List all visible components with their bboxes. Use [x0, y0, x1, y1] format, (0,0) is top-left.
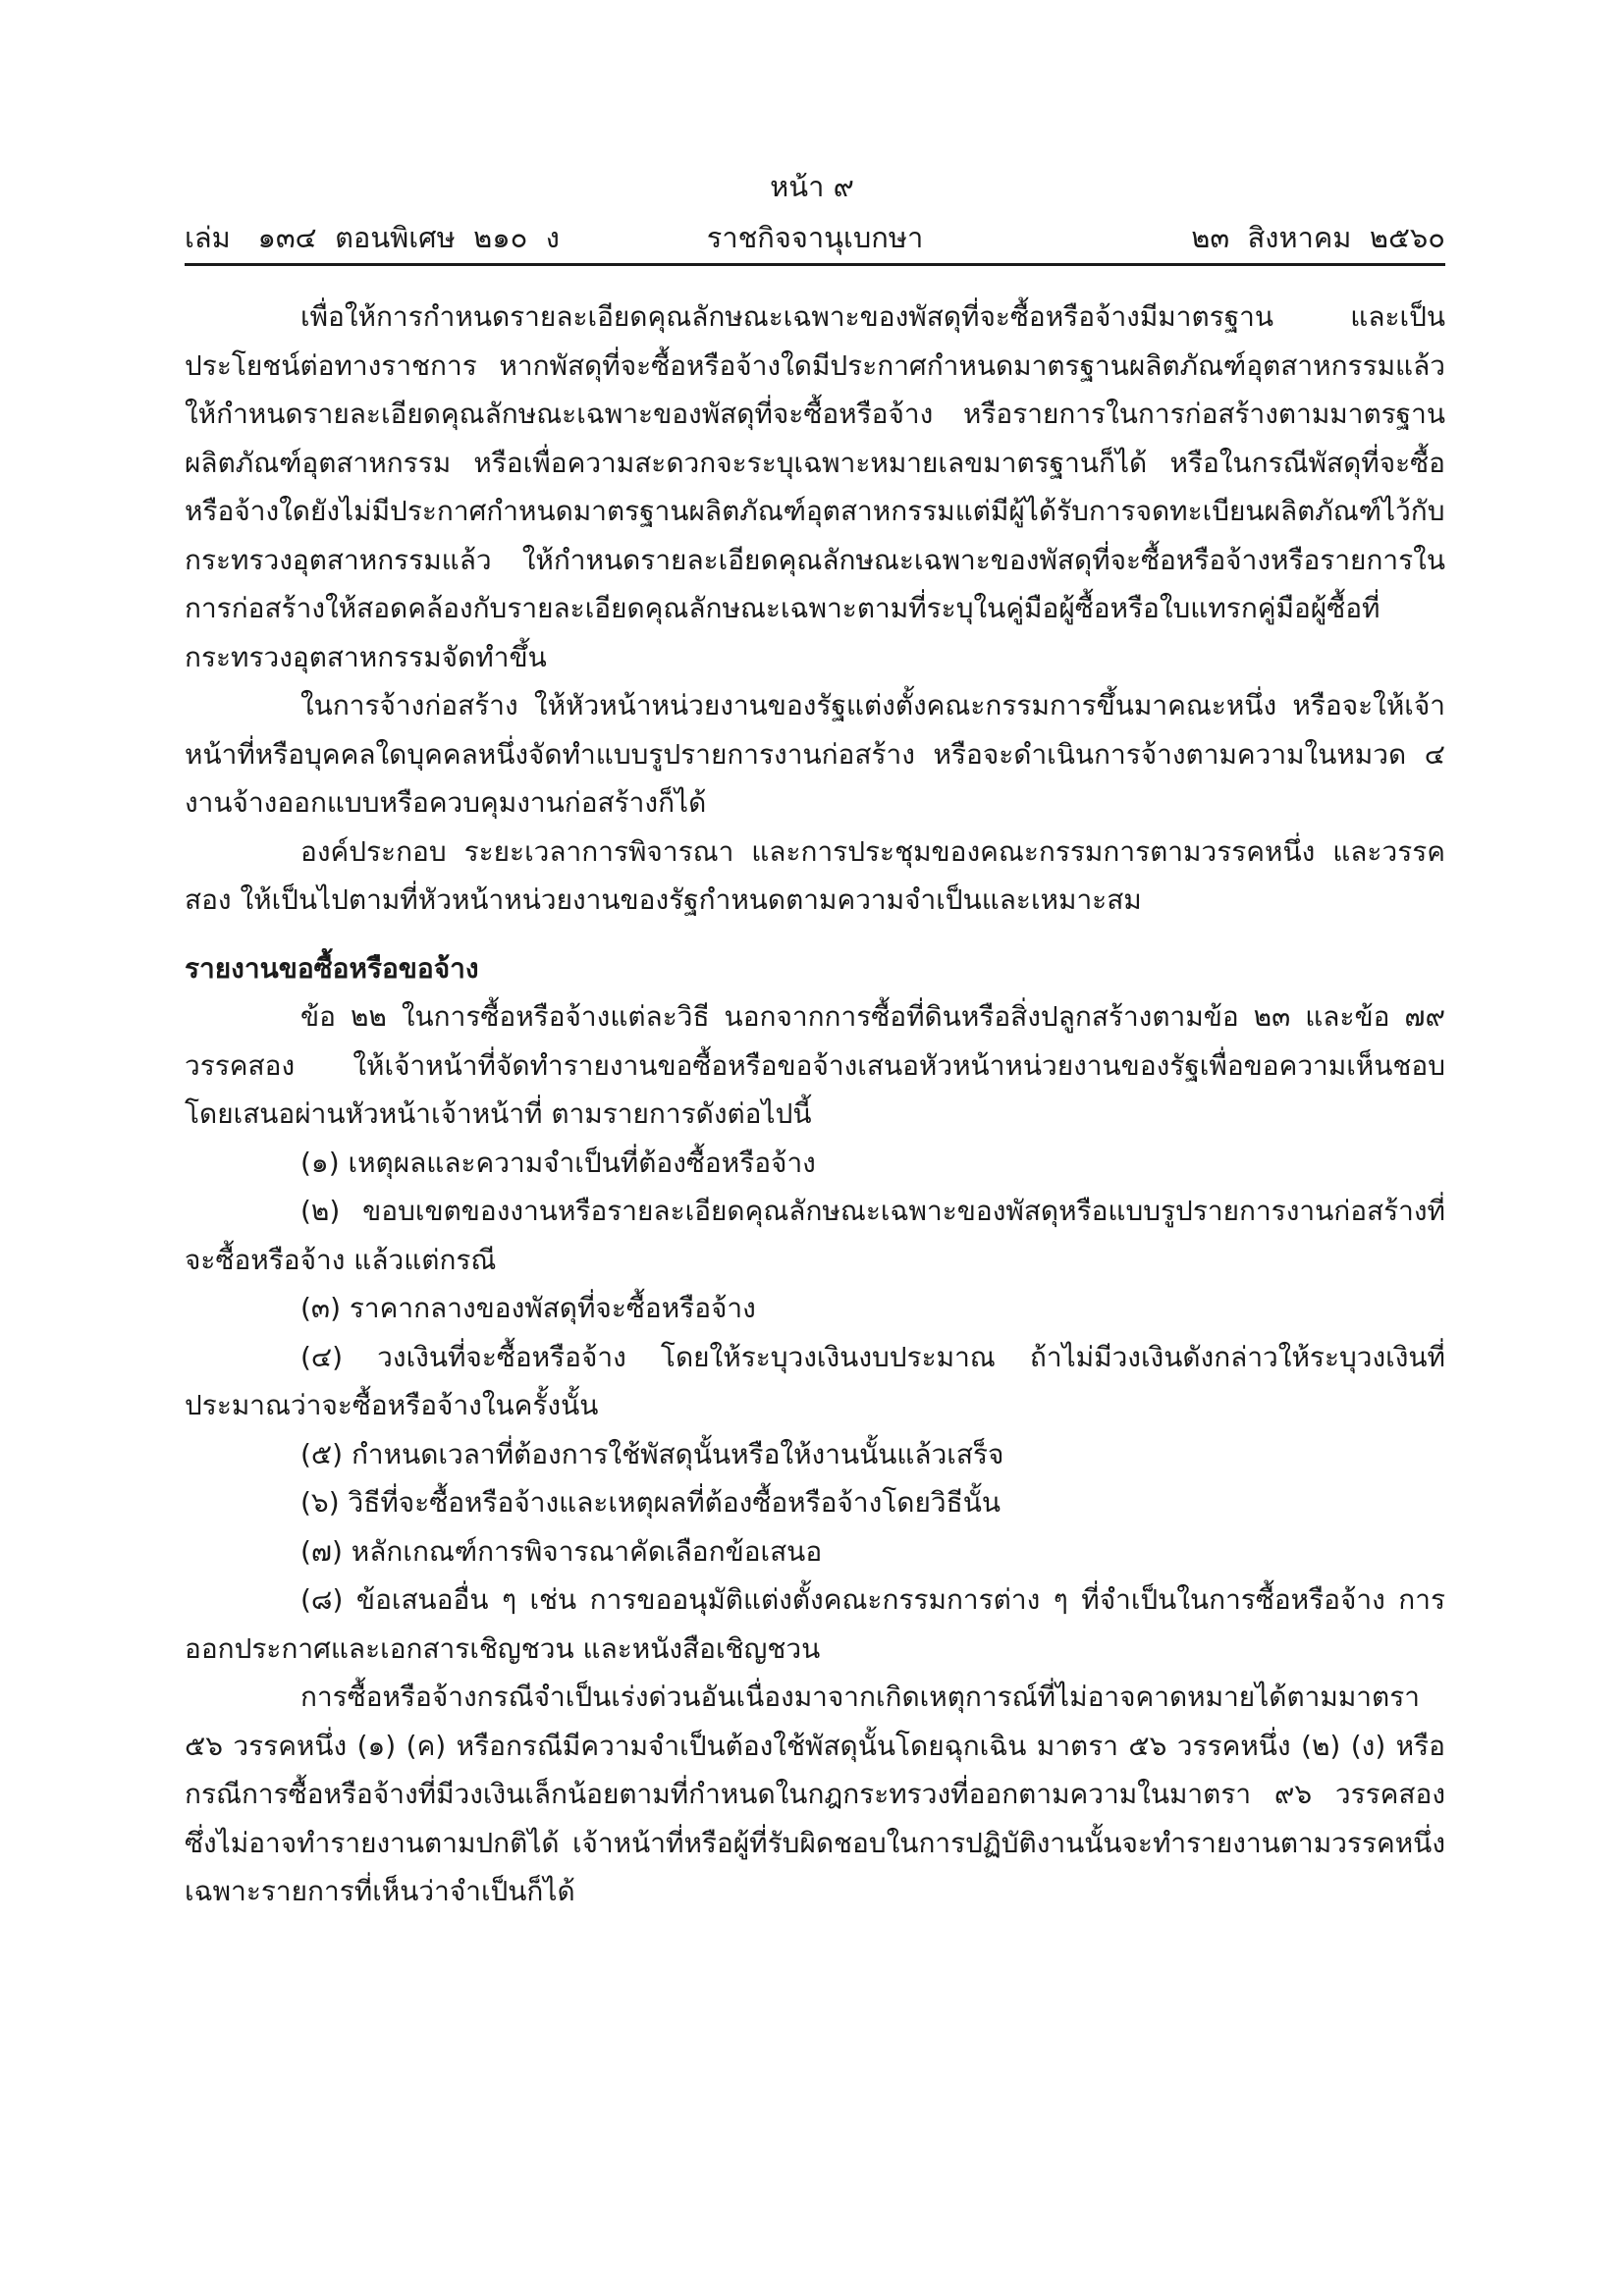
paragraph: องค์ประกอบ ระยะเวลาการพิจารณา และการประชุมของคณะกรรมการตามวรรคหนึ่ง และวรรคสอง ให้เป็นไปตามที่หัวหน้าหน่วยงานของรัฐกำหนดตามความจำเป็นและเหมาะสม — [185, 834, 1445, 916]
header-divider — [185, 263, 1445, 266]
list-item: (๕) กำหนดเวลาที่ต้องการใช้พัสดุนั้นหรือให้งานนั้นแล้วเสร็จ — [300, 1437, 1004, 1470]
closing-paragraph: การซื้อหรือจ้างกรณีจำเป็นเร่งด่วนอันเนื่องมาจากเกิดเหตุการณ์ที่ไม่อาจคาดหมายได้ตามมาตรา ๕๖ วรรคหนึ่ง (๑) (ค) หรือกรณีมีความจำเป็นต้องใช้พัสดุนั้นโดยฉุกเฉิน มาตรา ๕๖ วรรคหนึ่ง (๒) (ง) หรือกรณีการซื้อหรือจ้างที่มีวงเงินเล็กน้อยตามที่กำหนดในกฎกระทรวงที่ออกตามความในมาตรา ๙๖ วรรคสอง ซึ่งไม่อาจทำรายงานตามปกติได้ เจ้าหน้าที่หรือผู้ที่รับผิดชอบในการปฏิบัติงานนั้นจะทำรายงานตามวรรคหนึ่ง เฉพาะรายการที่เห็นว่าจำเป็นก็ได้ — [185, 1681, 1445, 1907]
publication-date: ๒๓ สิงหาคม ๒๕๖๐ — [1191, 221, 1445, 254]
paragraph: เพื่อให้การกำหนดรายละเอียดคุณลักษณะเฉพาะของพัสดุที่จะซื้อหรือจ้างมีมาตรฐาน และเป็นประโยชน์ต่อทางราชการ หากพัสดุที่จะซื้อหรือจ้างใดมีประกาศกำหนดมาตรฐานผลิตภัณฑ์อุตสาหกรรมแล้วให้กำหนดรายละเอียดคุณลักษณะเฉพาะของพัสดุที่จะซื้อหรือจ้าง หรือรายการในการก่อสร้างตามมาตรฐานผลิตภัณฑ์อุตสาหกรรม หรือเพื่อความสะดวกจะระบุเฉพาะหมายเลขมาตรฐานก็ได้ หรือในกรณีพัสดุที่จะซื้อหรือจ้างใดยังไม่มีประกาศกำหนดมาตรฐานผลิตภัณฑ์อุตสาหกรรมแต่มีผู้ได้รับการจดทะเบียนผลิตภัณฑ์ไว้กับกระทรวงอุตสาหกรรมแล้ว ให้กำหนดรายละเอียดคุณลักษณะเฉพาะของพัสดุที่จะซื้อหรือจ้างหรือรายการในการก่อสร้างให้สอดคล้องกับรายละเอียดคุณลักษณะเฉพาะตามที่ระบุในคู่มือผู้ซื้อหรือใบแทรกคู่มือผู้ซื้อที่กระทรวงอุตสาหกรรมจัดทำขึ้น — [185, 300, 1445, 673]
list-item: (๖) วิธีที่จะซื้อหรือจ้างและเหตุผลที่ต้องซื้อหรือจ้างโดยวิธีนั้น — [300, 1486, 1001, 1519]
list-item: (๑) เหตุผลและความจำเป็นที่ต้องซื้อหรือจ้าง — [300, 1146, 816, 1179]
paragraph: ในการจ้างก่อสร้าง ให้หัวหน้าหน่วยงานของรัฐแต่งตั้งคณะกรรมการขึ้นมาคณะหนึ่ง หรือจะให้เจ้าหน้าที่หรือบุคคลใดบุคคลหนึ่งจัดทำแบบรูปรายการงานก่อสร้าง หรือจะดำเนินการจ้างตามความในหมวด ๔ งานจ้างออกแบบหรือควบคุมงานก่อสร้างก็ได้ — [185, 689, 1445, 819]
list-item: (๗) หลักเกณฑ์การพิจารณาคัดเลือกข้อเสนอ — [300, 1534, 823, 1568]
section-heading: รายงานขอซื้อหรือขอจ้าง — [185, 951, 479, 985]
clause-intro: ข้อ ๒๒ ในการซื้อหรือจ้างแต่ละวิธี นอกจากการซื้อที่ดินหรือสิ่งปลูกสร้างตามข้อ ๒๓ และข้อ ๗๙ วรรคสอง ให้เจ้าหน้าที่จัดทำรายงานขอซื้อหรือขอจ้างเสนอหัวหน้าหน่วยงานของรัฐเพื่อขอความเห็นชอบ โดยเสนอผ่านหัวหน้าเจ้าหน้าที่ ตามรายการดังต่อไปนี้ — [185, 1000, 1445, 1130]
list-item: (๓) ราคากลางของพัสดุที่จะซื้อหรือจ้าง — [300, 1292, 756, 1324]
document-body — [185, 293, 1445, 1916]
gazette-header — [185, 216, 1445, 259]
list-item: (๔) วงเงินที่จะซื้อหรือจ้าง โดยให้ระบุวงเงินงบประมาณ ถ้าไม่มีวงเงินดังกล่าวให้ระบุวงเงินที่ประมาณว่าจะซื้อหรือจ้างในครั้งนั้น — [185, 1340, 1445, 1421]
list-item: (๒) ขอบเขตของงานหรือรายละเอียดคุณลักษณะเฉพาะของพัสดุหรือแบบรูปรายการงานก่อสร้างที่จะซื้อหรือจ้าง แล้วแต่กรณี — [185, 1195, 1445, 1276]
volume-issue: เล่ม ๑๓๔ ตอนพิเศษ ๒๑๐ ง — [185, 221, 560, 254]
list-item: (๘) ข้อเสนออื่น ๆ เช่น การขออนุมัติแต่งตั้งคณะกรรมการต่าง ๆ ที่จำเป็นในการซื้อหรือจ้าง การออกประกาศและเอกสารเชิญชวน และหนังสือเชิญชวน — [185, 1583, 1445, 1665]
page-number: หน้า ๙ — [770, 170, 854, 203]
gazette-title: ราชกิจจานุเบกษา — [706, 221, 924, 254]
